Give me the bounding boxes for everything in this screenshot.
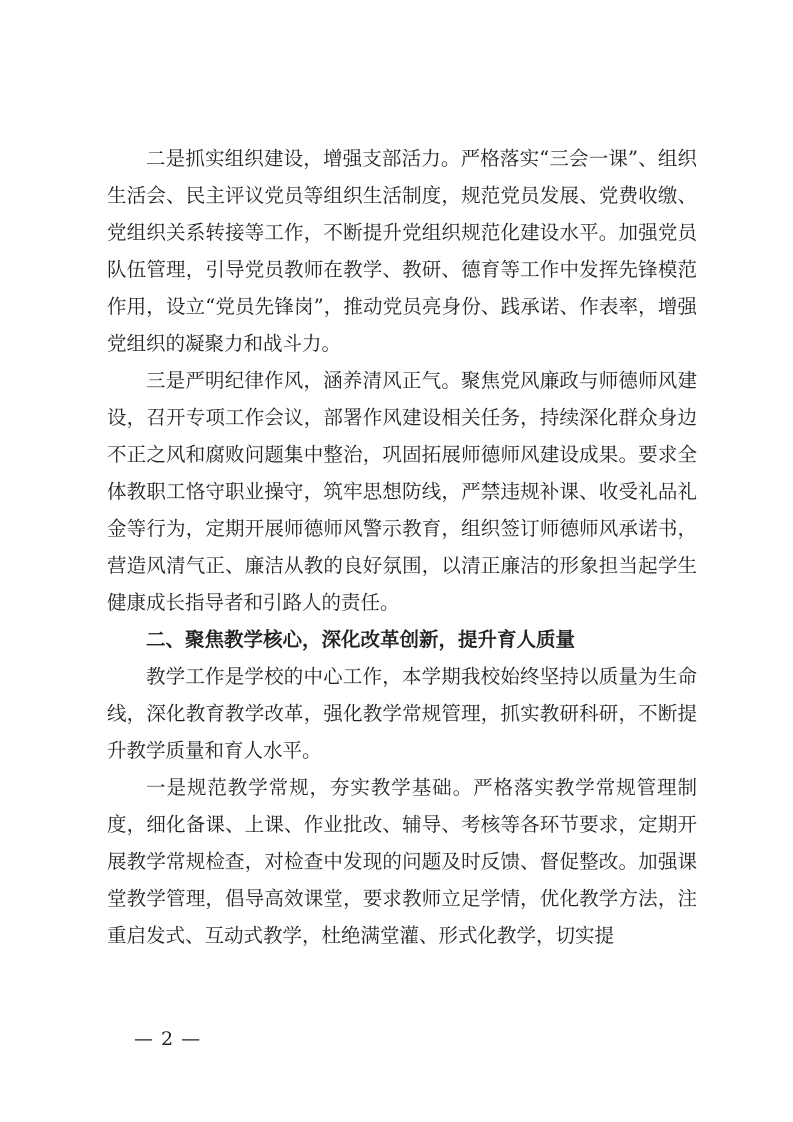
paragraph-teaching-intro: 教学工作是学校的中心工作，本学期我校始终坚持以质量为生命线，深化教育教学改革，强化教学常规管理，抓实教研科研，不断提升教学质量和育人水平。 [107,665,697,762]
paragraph-organization-building: 二是抓实组织建设，增强支部活力。严格落实“三会一课”、组织生活会、民主评议党员等组织生活制度，规范党员发展、党费收缴、党组织关系转接等工作，不断提升党组织规范化建设水平。加强党员队伍管理，引导党员教师在教学、教研、德育等工作中发挥先锋模范作用，设立“党员先锋岗”，推动党员亮身份、践承诺、作表率，增强党组织的凝聚力和战斗力。 [107,147,697,355]
section-heading-teaching: 二、聚焦教学核心，深化改革创新，提升育人质量 [146,628,576,651]
paragraph-discipline-style: 三是严明纪律作风，涵养清风正气。聚焦党风廉政与师德师风建设，召开专项工作会议，部署作风建设相关任务，持续深化群众身边不正之风和腐败问题集中整治，巩固拓展师德师风建设成果。要求全体教职工恪守职业操守，筑牢思想防线，严禁违规补课、收受礼品礼金等行为，定期开展师德师风警示教育，组织签订师德师风承诺书，营造风清气正、廉洁从教的良好氛围，以清正廉洁的形象担当起学生健康成长指导者和引路人的责任。 [107,369,697,614]
document-body [107,140,697,954]
page-number: — 2 — [134,1028,202,1050]
paragraph-teaching-routine: 一是规范教学常规，夯实教学基础。严格落实教学常规管理制度，细化备课、上课、作业批改、辅导、考核等各环节要求，定期开展教学常规检查，对检查中发现的问题及时反馈、督促整改。加强课堂教学管理，倡导高效课堂，要求教师立足学情，优化教学方法，注重启发式、互动式教学，杜绝满堂灌、形式化教学，切实提 [107,776,697,947]
